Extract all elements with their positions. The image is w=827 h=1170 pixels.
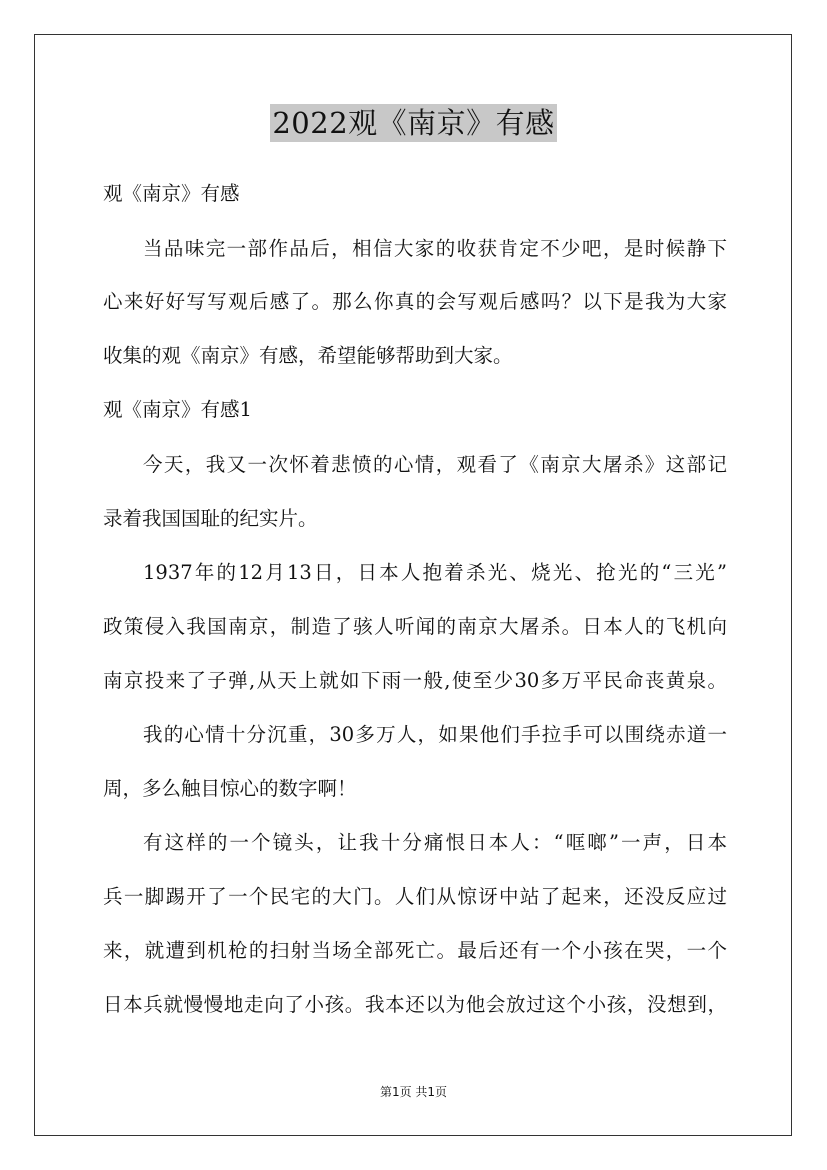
document-title: 2022观《南京》有感 (272, 106, 555, 140)
paragraph-4-line-1: 有这样的一个镜头，让我十分痛恨日本人：“哐啷”一声，日本 (143, 831, 727, 854)
paragraph-4-line-4: 日本兵就慢慢地走向了小孩。我本还以为他会放过这个小孩，没想到， (103, 993, 727, 1016)
paragraph-1-line-2: 录着我国国耻的纪实片。 (103, 507, 318, 530)
paragraph-4-line-2: 兵一脚踢开了一个民宅的大门。人们从惊讶中站了起来，还没反应过 (103, 885, 727, 908)
paragraph-2-line-1: 1937年的12月13日，日本人抱着杀光、烧光、抢光的“三光” (143, 561, 727, 584)
document-subtitle: 观《南京》有感 (103, 182, 240, 205)
intro-line-3: 收集的观《南京》有感，希望能够帮助到大家。 (103, 344, 513, 367)
title-container (0, 104, 827, 142)
intro-line-2: 心来好好写写观后感了。那么你真的会写观后感吗？以下是我为大家 (103, 290, 727, 313)
section-heading: 观《南京》有感1 (103, 398, 252, 421)
paragraph-4-line-3: 来，就遭到机枪的扫射当场全部死亡。最后还有一个小孩在哭，一个 (103, 939, 727, 962)
paragraph-3-line-2: 周，多么触目惊心的数字啊！ (103, 777, 357, 800)
paragraph-2-line-2: 政策侵入我国南京，制造了骇人听闻的南京大屠杀。日本人的飞机向 (103, 615, 727, 638)
paragraph-3-line-1: 我的心情十分沉重，30多万人，如果他们手拉手可以围绕赤道一 (143, 723, 727, 746)
paragraph-2-line-3: 南京投来了子弹,从天上就如下雨一般,使至少30多万平民命丧黄泉。 (103, 669, 727, 692)
page-number-footer: 第1页 共1页 (379, 1085, 448, 1099)
paragraph-1-line-1: 今天，我又一次怀着悲愤的心情，观看了《南京大屠杀》这部记 (143, 453, 727, 476)
intro-line-1: 当品味完一部作品后，相信大家的收获肯定不少吧，是时候静下 (143, 237, 727, 260)
